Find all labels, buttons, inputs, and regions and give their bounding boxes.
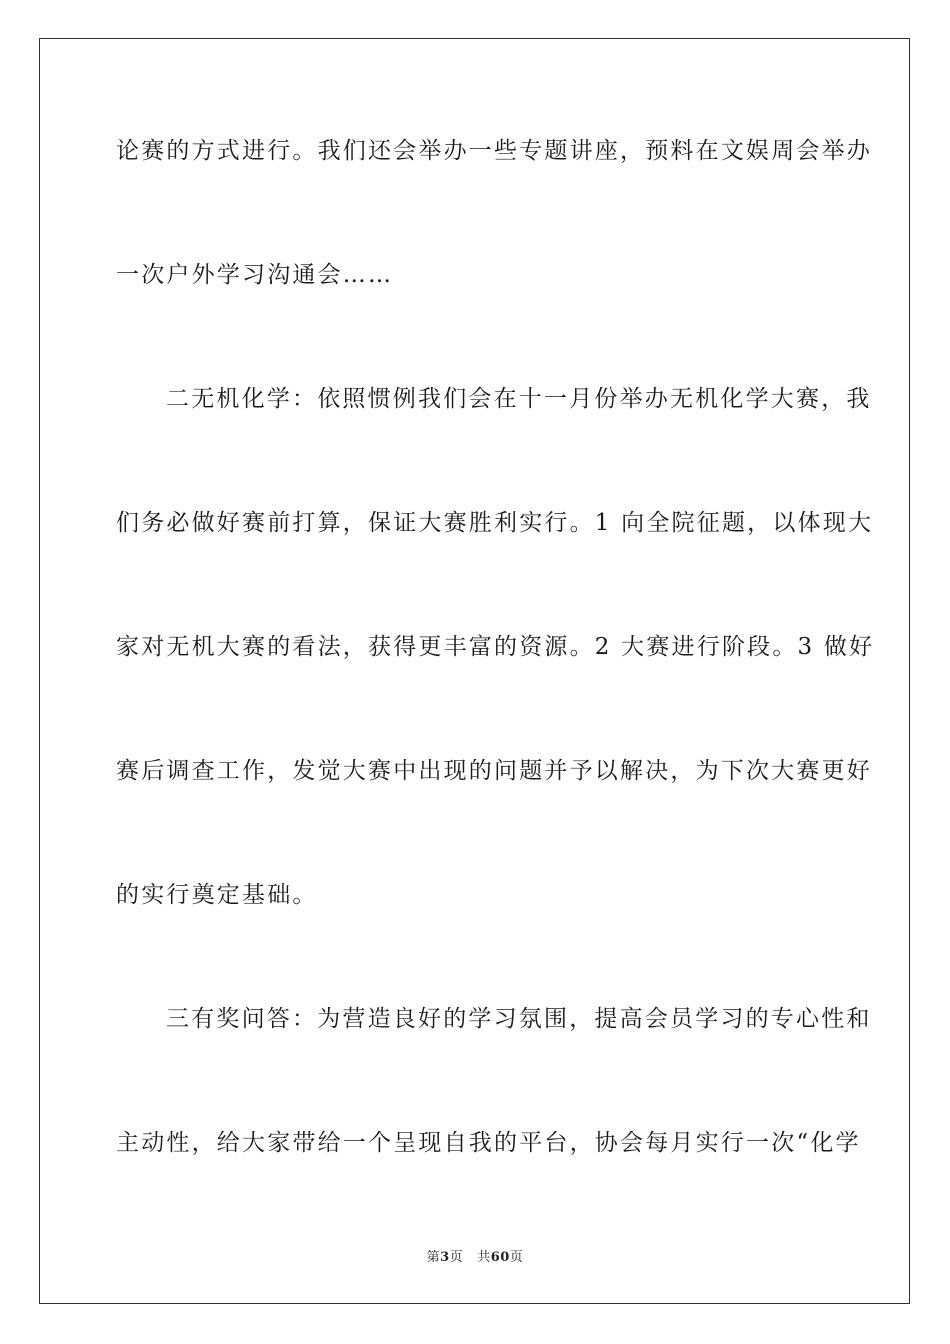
paragraph-line: 二无机化学：依照惯例我们会在十一月份举办无机化学大赛，我 <box>166 386 872 412</box>
total-pages-number: 60 <box>490 1250 510 1265</box>
current-page-number: 3 <box>440 1250 450 1265</box>
paragraph-line: 赛后调查工作，发觉大赛中出现的问题并予以解决，为下次大赛更好 <box>116 758 872 784</box>
page-footer <box>0 1246 950 1265</box>
page-prefix: 第 <box>426 1250 441 1265</box>
paragraph-line: 论赛的方式进行。我们还会举办一些专题讲座，预料在文娱周会举办 <box>116 138 872 164</box>
paragraph-line: 们务必做好赛前打算，保证大赛胜利实行。1 向全院征题，以体现大 <box>116 510 874 536</box>
total-suffix: 页 <box>509 1250 524 1265</box>
page-suffix: 页 <box>449 1250 464 1265</box>
paragraph-line: 家对无机大赛的看法，获得更丰富的资源。2 大赛进行阶段。3 做好 <box>116 634 875 660</box>
paragraph-line: 一次户外学习沟通会…… <box>116 262 394 288</box>
paragraph-line: 主动性，给大家带给一个呈现自我的平台，协会每月实行一次“化学 <box>116 1130 861 1156</box>
paragraph-line: 三有奖问答：为营造良好的学习氛围，提高会员学习的专心性和 <box>166 1006 872 1032</box>
document-body <box>116 0 875 1200</box>
total-prefix: 共 <box>477 1250 491 1265</box>
paragraph-line: 的实行奠定基础。 <box>116 882 318 908</box>
